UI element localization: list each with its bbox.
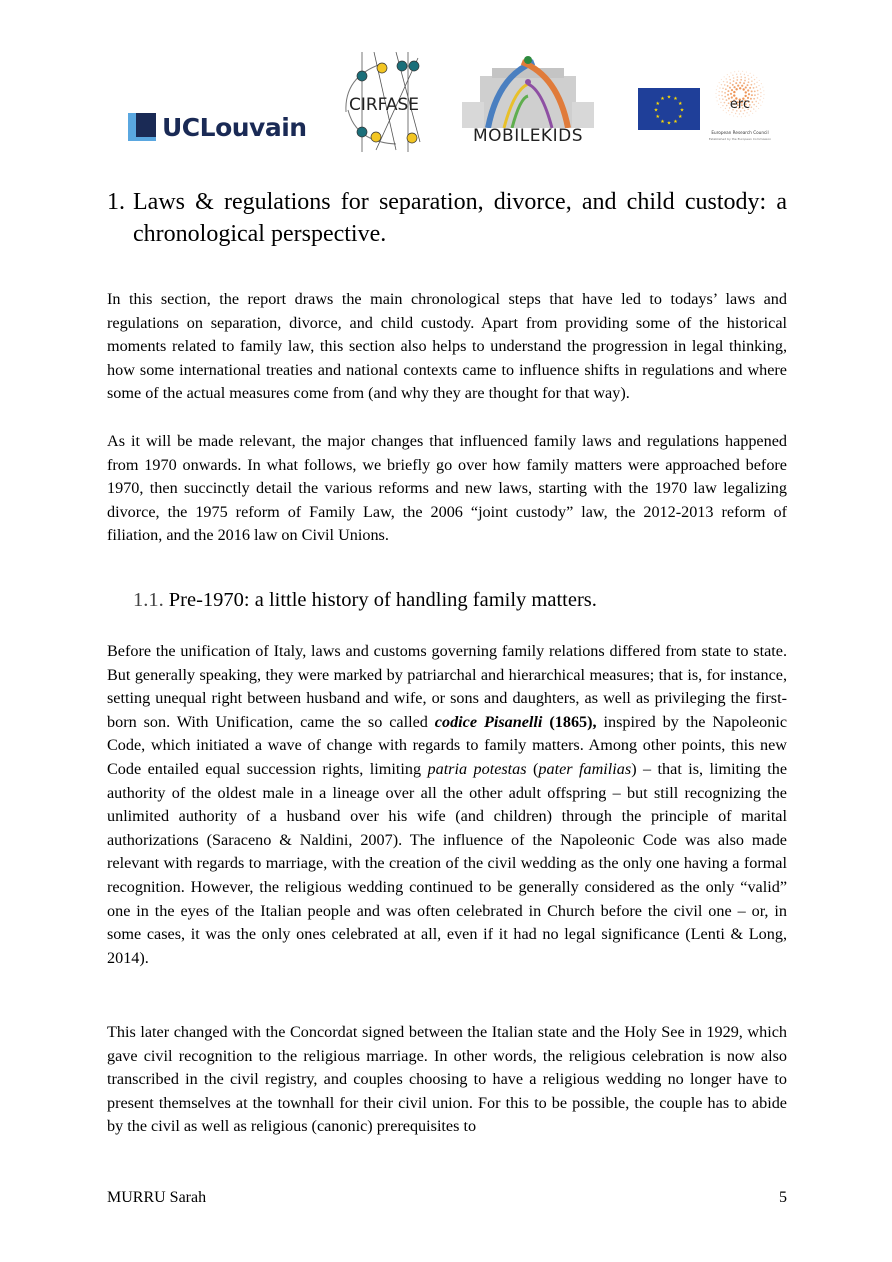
erc-dot [726,81,728,83]
logo-banner [0,52,892,158]
erc-dot [736,79,738,81]
mobilekids-arch-icon [458,56,598,128]
erc-dot [757,97,759,99]
erc-dot [751,77,752,78]
erc-dot [724,92,726,94]
eu-star-icon: ★ [660,97,665,103]
erc-wordmark: erc [729,97,751,112]
erc-dot [729,114,730,115]
erc-dot [735,82,737,84]
erc-dot [745,116,746,117]
erc-dot [722,87,724,89]
subsection-number: 1.1. [133,589,164,611]
erc-dot [729,76,730,77]
erc-dot [721,91,723,93]
eu-star-icon: ★ [666,121,672,127]
erc-dot [753,87,755,89]
eu-star-icon: ★ [673,119,678,125]
erc-dot [748,93,750,95]
erc-dot [729,79,731,81]
erc-dot [763,94,764,95]
erc-dot [719,87,720,88]
erc-dot [719,98,720,99]
erc-dot [750,84,752,86]
erc-dot [735,88,737,90]
erc-dot [727,90,729,92]
cirfase-logo [336,52,432,152]
eu-star-icon: ★ [673,97,678,103]
erc-dot [760,96,761,97]
erc-dot [715,93,716,94]
erc-dot [724,76,725,77]
erc-dot [751,90,753,92]
eu-star-icon: ★ [678,115,683,120]
text-run: ) – that is, limiting the authority of the oldest male in a lineage over all the other adult offspring – but still recognizing the unlimited authority of a husband over his wife (and children) through the principle of marital authorizations (Saraceno & Naldini, 2007). The influence of the Napoleonic Code was also made relevant with regards to marriage, with the creation of the civil wedding as the only one having a formal recognition. However, the religious wedding continued to be generally considered as the only “valid” one in the eyes of the Italian people and was often celebrated in Church before the civil one – or, in some cases, it was the only ones celebrated at all, even if it had no legal significance (Lenti & Long, 2014). [107,759,788,967]
erc-dot [719,82,720,83]
erc-dot [761,83,762,84]
erc-dot [745,91,747,93]
erc-dot [755,101,757,103]
codice-year: (1865), [542,712,597,731]
text-run: ( [526,759,539,778]
erc-dot [733,77,735,79]
subsection-title: Pre-1970: a little history of handling family matters. [168,589,597,611]
uclouvain-wordmark: UCLouvain [162,112,307,142]
erc-dot [757,93,759,95]
erc-dot [720,102,721,103]
eu-star-icon: ★ [655,102,660,107]
erc-dot [720,107,721,108]
text-run: Before the unification of Italy, laws and customs governing family relations differed from state to state. But generally speaking, they were marked by patriarchal and hierarchical measures; that is, for instance, setting unequal right between husband and wife, or sons and daughters, as well as privileging the first-born son. With Unification, came the so called [107,642,787,731]
erc-dot [727,74,728,75]
erc-dot [757,90,759,92]
history-paragraph [107,640,787,970]
erc-dot [717,100,718,101]
uclouvain-logo [128,112,307,142]
erc-dot [725,108,726,109]
subsection-heading [133,586,597,614]
erc-dot [756,77,757,78]
erc-caption: European Research Council [711,130,769,135]
erc-dot [730,72,731,73]
erc-dot [738,71,739,72]
concordat-paragraph: This later changed with the Concordat signed between the Italian state and the Holy See in 1929, which gave civil recognition to the religious marriage. In other words, the religious celebration is now also transcribed in the civil registry, and couples choosing to have a religious wedding no longer have to present themselves at the townhall for their civil union. For this to be possible, the couple has to abide by the civil as well as religious (canonic) prerequisites to [107,1023,787,1136]
erc-dot [753,108,754,109]
eu-flag-logo [638,88,700,130]
erc-dot [751,106,753,108]
erc-dot [744,77,746,79]
cirfase-network-icon [336,52,432,152]
erc-dot [751,80,753,82]
erc-dot [726,105,728,107]
mobilekids-logo [458,56,598,146]
erc-dot [721,95,723,97]
codice-pisanelli-term: codice Pisanelli [434,712,543,731]
erc-dot [732,75,733,76]
patria-potestas-term: patria potestas [427,759,527,778]
section-title: Laws & regulations for separation, divorce, and child custody: a chronological perspective. [133,189,787,247]
eu-star-icon: ★ [666,95,672,101]
erc-dot [749,87,751,89]
erc-dot [753,98,755,100]
erc-dot [737,85,739,87]
erc-dot [723,81,724,82]
erc-dot [762,87,763,88]
uclouvain-mark-icon [128,113,156,141]
erc-dot [759,80,760,81]
erc-dot [754,94,756,96]
erc-dot [733,80,735,82]
erc-dot [730,93,732,95]
erc-dot [750,98,752,100]
erc-burst-icon [704,56,776,150]
erc-dot [731,89,733,91]
erc-dot [716,97,717,98]
erc-dot [741,85,743,87]
erc-dot [726,112,727,113]
erc-dot [718,104,719,105]
erc-dot [723,110,724,111]
erc-dot [724,102,726,104]
erc-dot [751,101,753,103]
erc-dot [722,98,724,100]
eu-stars-icon [638,88,700,130]
erc-dot [717,85,718,86]
eu-star-icon: ★ [660,119,665,125]
footer-author: MURRU Sarah [107,1189,207,1206]
erc-dot [759,99,760,100]
page-number: 5 [779,1189,787,1206]
erc-dot [733,115,734,116]
erc-dot [746,71,747,72]
erc-dot [724,96,726,98]
erc-logo [704,56,776,150]
erc-dot [754,90,756,92]
erc-dot [743,113,744,114]
erc-dot [745,86,747,88]
erc-dot [756,86,758,88]
erc-dot [739,113,740,114]
erc-dot [721,84,722,85]
erc-dot [727,85,729,87]
erc-dot [755,111,756,112]
erc-dot [740,79,742,81]
erc-dot [756,106,757,107]
erc-dot [721,79,722,80]
erc-dot [737,116,738,117]
intro-paragraph-2: As it will be made relevant, the major changes that influenced family laws and regulations happened from 1970 onwards. In what follows, we briefly go over how family matters were approached before 1970, then succinctly detail the various reforms and new laws, starting with the 1970 law legalizing divorce, the 1975 reform of Family Law, the 2006 “joint custody” law, the 2012-2013 reform of filiation, and the 2016 law on Civil Unions. [107,432,787,545]
erc-dot [753,75,754,76]
erc-dot [748,114,749,115]
erc-dot [733,91,735,93]
erc-dot [739,82,741,84]
erc-dot [743,82,745,84]
erc-dot [746,112,747,113]
erc-dot [726,99,728,101]
section-number: 1. [107,189,125,215]
pater-familias-term: pater familias [538,759,632,778]
eu-star-icon: ★ [653,108,659,114]
erc-dot [750,111,751,112]
erc-dot [756,82,757,83]
erc-dot [758,108,759,109]
erc-dot [726,78,727,79]
text-run: inspired by the Napoleonic Code, which initiated a wave of change with regards to family matters. Among other points, this new Code entailed equal succession rights, limiting [107,712,788,778]
erc-dot [758,103,759,104]
erc-dot [739,87,741,89]
erc-dot [718,95,719,96]
erc-dot [729,87,731,89]
erc-dot [740,76,742,78]
erc-dot [736,74,737,75]
erc-dot [753,104,755,106]
erc-dot [746,84,748,86]
erc-dot [725,88,727,90]
erc-dot [754,79,755,80]
mobilekids-wordmark: MOBILEKIDS [473,126,583,146]
erc-dot [748,78,750,80]
erc-dot [763,98,764,99]
erc-dot [737,76,739,78]
erc-dot [729,82,731,84]
erc-dot [734,71,735,72]
erc-dot [747,89,749,91]
erc-dot [751,94,753,96]
erc-dot [762,101,763,102]
erc-dot [748,81,750,83]
erc-dot [718,91,719,92]
erc-dot [733,86,735,88]
eu-star-icon: ★ [679,108,685,114]
erc-dot [724,84,726,86]
erc-dot [716,89,717,90]
section-heading [107,186,787,250]
erc-dot [754,83,756,85]
eu-star-icon: ★ [655,115,660,120]
erc-dot [744,80,746,82]
intro-paragraph-1: In this section, the report draws the main chronological steps that have led to todays’ laws and regulations on separation, divorce, and child custody. Apart from providing some of the historical moments related to family law, this section also helps to understand the progression in legal thinking, how some international treaties and national contexts came to influence shifts in regulations and where some of the actual measures come from (and why they are thought for that way). [107,290,787,403]
erc-dot [732,84,734,86]
erc-dot [750,73,751,74]
erc-dot [747,75,748,76]
erc-dot [741,116,742,117]
erc-dot [763,90,764,91]
erc-dot [742,88,744,90]
erc-dot [760,92,761,93]
erc-dot [744,74,745,75]
erc-dot [722,105,723,106]
erc-dot [727,94,729,96]
erc-dot [760,88,761,89]
erc-dot [752,113,753,114]
erc-dot [740,73,741,74]
erc-dot [742,71,743,72]
erc-dot [735,113,736,114]
erc-dot [758,85,759,86]
erc-dot [760,105,761,106]
erc-subcaption: Established by the European Commission [708,137,772,141]
cirfase-wordmark: CIRFASE [348,95,420,115]
eu-star-icon: ★ [678,102,683,107]
